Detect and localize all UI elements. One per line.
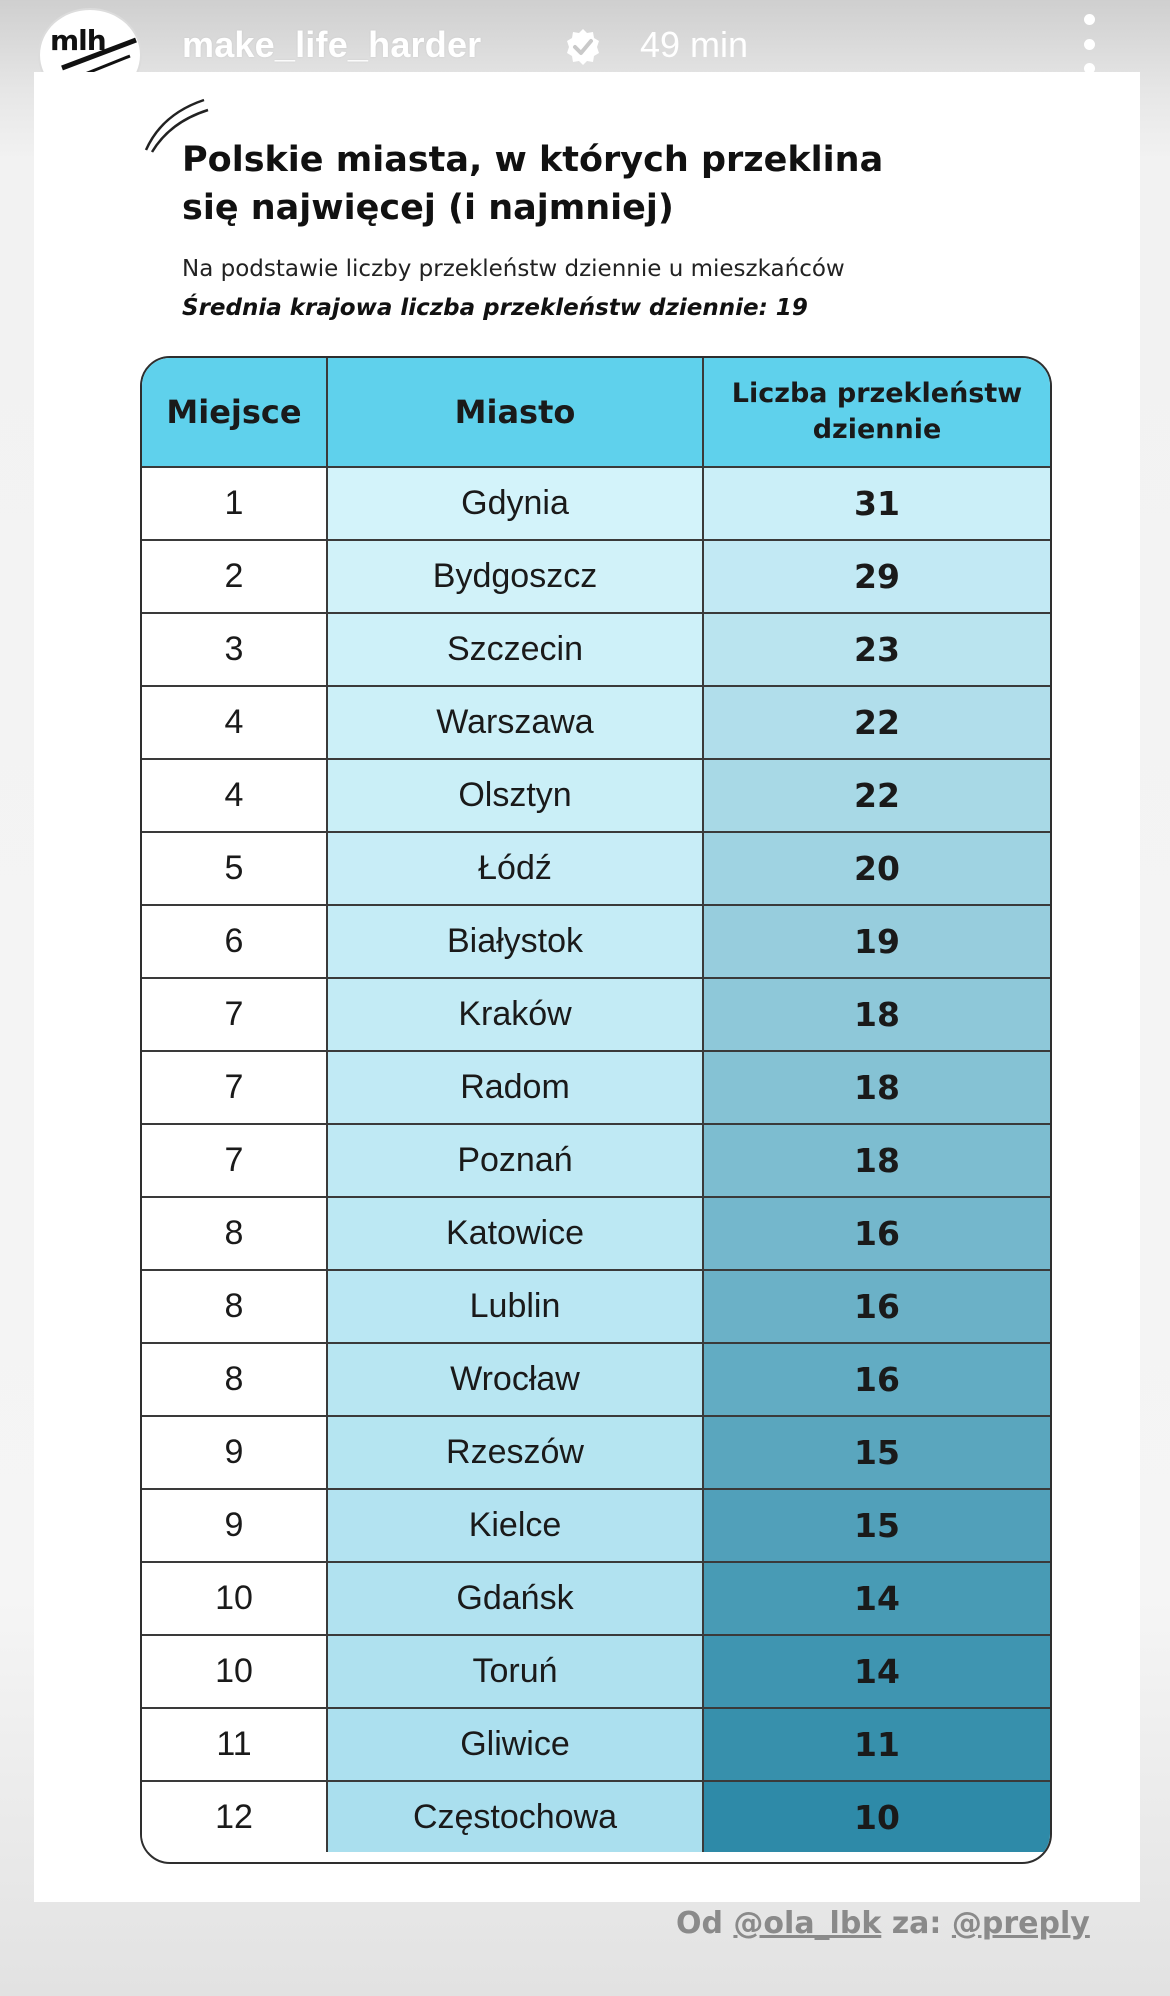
swear-count-cell: 18 <box>704 1125 1050 1196</box>
city-cell: Gliwice <box>328 1709 704 1780</box>
title-line-1: Polskie miasta, w których przeklina <box>182 140 884 180</box>
table-row <box>142 1490 1050 1563</box>
header-city: Miasto <box>328 358 704 466</box>
city-cell: Poznań <box>328 1125 704 1196</box>
swear-count-cell: 14 <box>704 1563 1050 1634</box>
swear-count-cell: 16 <box>704 1271 1050 1342</box>
swear-count-cell: 19 <box>704 906 1050 977</box>
more-options-icon[interactable] <box>1070 14 1108 74</box>
table-row <box>142 541 1050 614</box>
table-row <box>142 1344 1050 1417</box>
table-row <box>142 468 1050 541</box>
verified-badge-icon <box>564 28 602 66</box>
swear-count-cell: 18 <box>704 979 1050 1050</box>
city-cell: Szczecin <box>328 614 704 685</box>
rank-cell: 10 <box>142 1636 328 1707</box>
swear-count-cell: 22 <box>704 760 1050 831</box>
national-average-note: Średnia krajowa liczba przekleństw dziennie: 19 <box>182 295 808 321</box>
swear-count-cell: 23 <box>704 614 1050 685</box>
table-row <box>142 1417 1050 1490</box>
credit-author-link[interactable]: @ola_lbk <box>733 1906 882 1941</box>
rank-cell: 4 <box>142 760 328 831</box>
table-row <box>142 1125 1050 1198</box>
ranking-table <box>140 356 1052 1864</box>
table-row <box>142 614 1050 687</box>
table-row <box>142 1709 1050 1782</box>
table-row <box>142 1271 1050 1344</box>
avatar-logo-text: mlh <box>50 24 106 57</box>
table-header <box>142 358 1050 468</box>
rank-cell: 8 <box>142 1198 328 1269</box>
city-cell: Radom <box>328 1052 704 1123</box>
rank-cell: 9 <box>142 1490 328 1561</box>
city-cell: Kielce <box>328 1490 704 1561</box>
city-cell: Olsztyn <box>328 760 704 831</box>
credit-source-link[interactable]: @preply <box>951 1906 1090 1941</box>
swear-count-cell: 31 <box>704 468 1050 539</box>
rank-cell: 1 <box>142 468 328 539</box>
city-cell: Rzeszów <box>328 1417 704 1488</box>
table-row <box>142 1636 1050 1709</box>
table-row <box>142 833 1050 906</box>
city-cell: Bydgoszcz <box>328 541 704 612</box>
table-row <box>142 1782 1050 1852</box>
city-cell: Warszawa <box>328 687 704 758</box>
city-cell: Katowice <box>328 1198 704 1269</box>
rank-cell: 8 <box>142 1271 328 1342</box>
swear-count-cell: 11 <box>704 1709 1050 1780</box>
credit-middle: za: <box>881 1906 952 1941</box>
swear-count-cell: 14 <box>704 1636 1050 1707</box>
rank-cell: 12 <box>142 1782 328 1852</box>
credit-prefix: Od <box>676 1906 734 1941</box>
city-cell: Białystok <box>328 906 704 977</box>
city-cell: Gdańsk <box>328 1563 704 1634</box>
table-row <box>142 1563 1050 1636</box>
swear-count-cell: 15 <box>704 1417 1050 1488</box>
swear-count-cell: 29 <box>704 541 1050 612</box>
source-credit <box>676 1906 1090 1941</box>
rank-cell: 7 <box>142 1052 328 1123</box>
swear-count-cell: 16 <box>704 1344 1050 1415</box>
header-swear-count: Liczba przekleństw dziennie <box>731 378 1023 445</box>
city-cell: Wrocław <box>328 1344 704 1415</box>
rank-cell: 2 <box>142 541 328 612</box>
swear-count-cell: 20 <box>704 833 1050 904</box>
city-cell: Łódź <box>328 833 704 904</box>
city-cell: Kraków <box>328 979 704 1050</box>
rank-cell: 10 <box>142 1563 328 1634</box>
swear-count-cell: 10 <box>704 1782 1050 1852</box>
rank-cell: 9 <box>142 1417 328 1488</box>
rank-cell: 7 <box>142 979 328 1050</box>
rank-cell: 5 <box>142 833 328 904</box>
rank-cell: 4 <box>142 687 328 758</box>
rank-cell: 8 <box>142 1344 328 1415</box>
swear-count-cell: 16 <box>704 1198 1050 1269</box>
city-cell: Lublin <box>328 1271 704 1342</box>
rank-cell: 11 <box>142 1709 328 1780</box>
rank-cell: 7 <box>142 1125 328 1196</box>
swear-count-cell: 18 <box>704 1052 1050 1123</box>
city-cell: Gdynia <box>328 468 704 539</box>
table-row <box>142 979 1050 1052</box>
rank-cell: 6 <box>142 906 328 977</box>
infographic-title <box>182 136 1082 232</box>
rank-cell: 3 <box>142 614 328 685</box>
city-cell: Częstochowa <box>328 1782 704 1852</box>
story-username[interactable]: make_life_harder <box>182 24 482 65</box>
swear-count-cell: 15 <box>704 1490 1050 1561</box>
header-rank: Miejsce <box>142 358 328 466</box>
table-row <box>142 687 1050 760</box>
table-row <box>142 760 1050 833</box>
table-row <box>142 1052 1050 1125</box>
city-cell: Toruń <box>328 1636 704 1707</box>
story-timestamp: 49 min <box>640 24 749 65</box>
infographic-subtitle: Na podstawie liczby przekleństw dziennie u mieszkańców <box>182 256 845 282</box>
title-line-2: się najwięcej (i najmniej) <box>182 188 674 228</box>
swear-count-cell: 22 <box>704 687 1050 758</box>
table-row <box>142 906 1050 979</box>
table-row <box>142 1198 1050 1271</box>
